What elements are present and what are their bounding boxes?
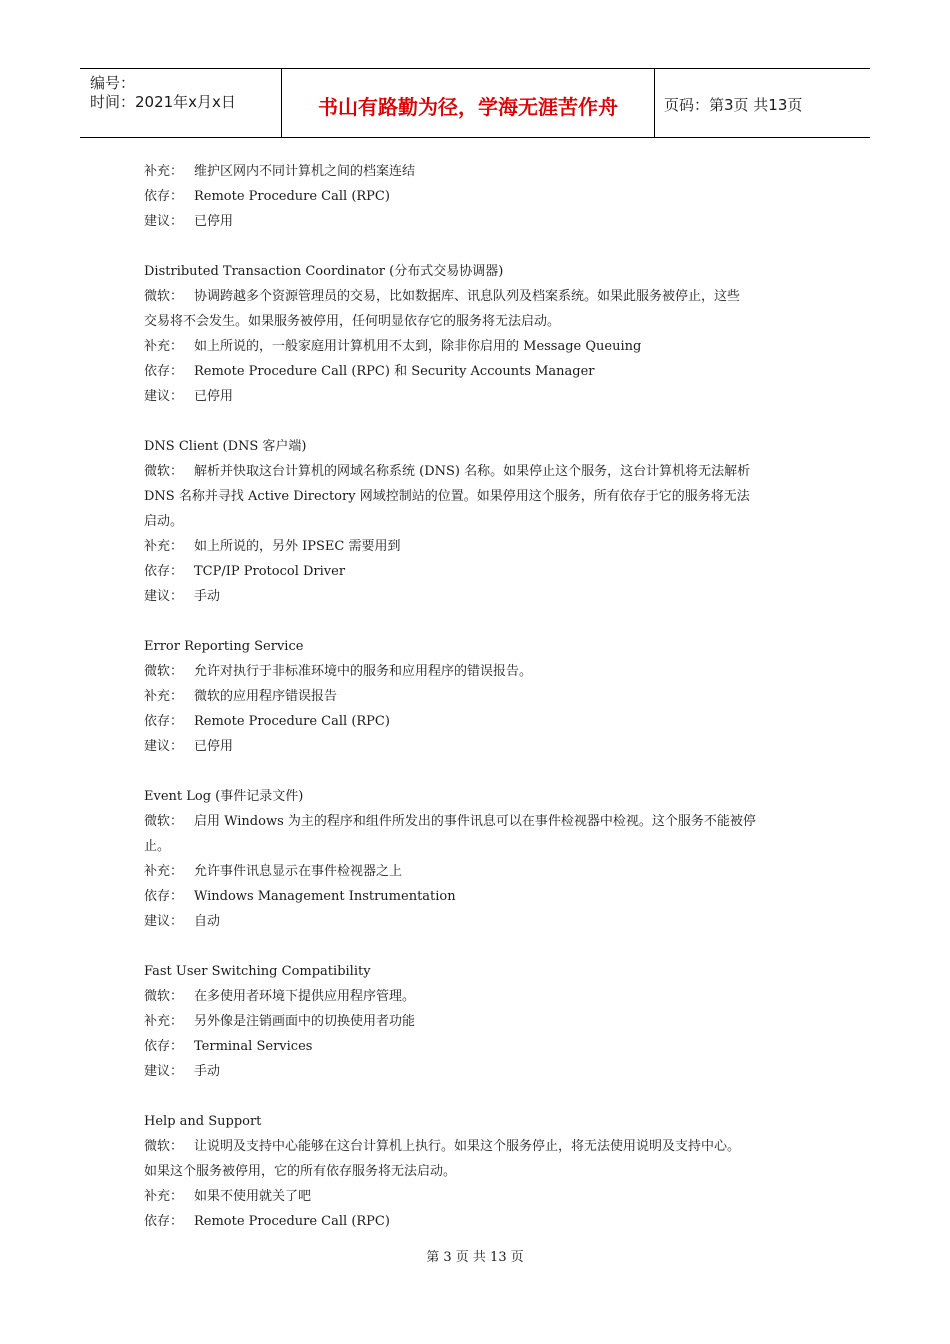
service-field <box>144 809 824 834</box>
field-label: 微软： <box>144 664 184 679</box>
service-entry <box>144 434 824 609</box>
field-text: 微软的应用程序错误报告 <box>194 689 338 704</box>
field-text: Windows Management Instrumentation <box>194 889 456 904</box>
field-text: 解析并快取这台计算机的网域名称系统 (DNS) 名称。如果停止这个服务，这台计算机将无法解析 <box>194 464 751 479</box>
field-text: 如上所说的，一般家庭用计算机用不太到，除非你启用的 Message Queuing <box>194 339 642 354</box>
field-text: Terminal Services <box>194 1039 313 1054</box>
field-text-continued: 交易将不会发生。如果服务被停用，任何明显依存它的服务将无法启动。 <box>144 314 561 329</box>
field-label: 建议： <box>144 1064 184 1079</box>
field-text-continued: 止。 <box>144 839 171 854</box>
field-text: 在多使用者环境下提供应用程序管理。 <box>194 989 416 1004</box>
header-page-cell <box>654 69 870 137</box>
service-field <box>144 709 824 734</box>
field-text: 维护区网内不同计算机之间的档案连结 <box>194 164 416 179</box>
field-text: 自动 <box>194 914 221 929</box>
service-entry <box>144 259 824 409</box>
field-label: 依存： <box>144 889 184 904</box>
field-text: TCP/IP Protocol Driver <box>194 564 346 579</box>
field-text: Remote Procedure Call (RPC) <box>194 189 390 204</box>
service-field <box>144 734 824 759</box>
field-text: Remote Procedure Call (RPC) 和 Security Accounts Manager <box>194 364 595 379</box>
service-field <box>144 209 824 234</box>
field-label: 微软： <box>144 464 184 479</box>
field-label: 建议： <box>144 914 184 929</box>
field-label: 补充： <box>144 539 184 554</box>
entry-spacer <box>144 234 824 259</box>
service-entry <box>144 634 824 759</box>
service-title: Error Reporting Service <box>144 639 304 654</box>
field-text: 已停用 <box>194 214 234 229</box>
service-field <box>144 359 824 384</box>
entry-spacer <box>144 1084 824 1109</box>
field-text: 允许事件讯息显示在事件检视器之上 <box>194 864 403 879</box>
service-field <box>144 1184 824 1209</box>
field-label: 依存： <box>144 364 184 379</box>
entry-spacer <box>144 759 824 784</box>
field-label: 补充： <box>144 1189 184 1204</box>
service-title: Distributed Transaction Coordinator (分布式交易协调器) <box>144 264 504 279</box>
service-field <box>144 284 824 309</box>
header-motto: 书山有路勤为径，学海无涯苦作舟 <box>318 95 618 119</box>
document-number-label: 编号： <box>90 74 136 92</box>
service-field <box>144 1009 824 1034</box>
service-title: DNS Client (DNS 客户端) <box>144 439 307 454</box>
field-label: 补充： <box>144 864 184 879</box>
service-entry <box>144 159 824 234</box>
service-title: Fast User Switching Compatibility <box>144 964 371 979</box>
field-label: 补充： <box>144 689 184 704</box>
field-label: 依存： <box>144 1214 184 1229</box>
document-date: 时间：2021年x月x日 <box>90 93 236 111</box>
service-field <box>144 1034 824 1059</box>
field-text: 另外像是注销画面中的切换使用者功能 <box>194 1014 416 1029</box>
field-label: 建议： <box>144 214 184 229</box>
field-text-continued: 启动。 <box>144 514 184 529</box>
service-field <box>144 534 824 559</box>
service-field <box>144 1134 824 1159</box>
field-label: 建议： <box>144 589 184 604</box>
service-field <box>144 1209 824 1234</box>
entry-spacer <box>144 409 824 434</box>
field-text-continued: DNS 名称并寻找 Active Directory 网域控制站的位置。如果停用这个服务，所有依存于它的服务将无法 <box>144 489 750 504</box>
service-field <box>144 334 824 359</box>
field-label: 补充： <box>144 339 184 354</box>
field-text-continued: 如果这个服务被停用，它的所有依存服务将无法启动。 <box>144 1164 457 1179</box>
header-meta <box>80 69 281 137</box>
field-text: 启用 Windows 为主的程序和组件所发出的事件讯息可以在事件检视器中检视。这个服务不能被停 <box>194 814 756 829</box>
field-label: 依存： <box>144 189 184 204</box>
field-text: 允许对执行于非标准环境中的服务和应用程序的错误报告。 <box>194 664 533 679</box>
service-field <box>144 659 824 684</box>
field-label: 依存： <box>144 714 184 729</box>
field-text: 手动 <box>194 1064 221 1079</box>
field-text: 让说明及支持中心能够在这台计算机上执行。如果这个服务停止，将无法使用说明及支持中心。 <box>194 1139 741 1154</box>
field-text: 手动 <box>194 589 221 604</box>
field-text: 如上所说的，另外 IPSEC 需要用到 <box>194 539 401 554</box>
service-field <box>144 884 824 909</box>
header-motto-cell <box>281 69 655 137</box>
field-text: 协调跨越多个资源管理员的交易，比如数据库、讯息队列及档案系统。如果此服务被停止，这些 <box>194 289 741 304</box>
service-title: Event Log (事件记录文件) <box>144 789 304 804</box>
document-body <box>144 159 824 1234</box>
entry-spacer <box>144 609 824 634</box>
service-field <box>144 559 824 584</box>
field-text: Remote Procedure Call (RPC) <box>194 1214 390 1229</box>
field-label: 微软： <box>144 814 184 829</box>
service-entry <box>144 1109 824 1234</box>
field-label: 依存： <box>144 564 184 579</box>
field-text: 如果不使用就关了吧 <box>194 1189 312 1204</box>
field-text: 已停用 <box>194 389 234 404</box>
service-field <box>144 1059 824 1084</box>
service-field <box>144 909 824 934</box>
field-label: 微软： <box>144 1139 184 1154</box>
service-title: Help and Support <box>144 1114 262 1129</box>
service-field <box>144 184 824 209</box>
field-label: 微软： <box>144 989 184 1004</box>
field-label: 依存： <box>144 1039 184 1054</box>
field-label: 建议： <box>144 389 184 404</box>
service-field <box>144 584 824 609</box>
service-field <box>144 384 824 409</box>
page-footer: 第 3 页 共 13 页 <box>426 1250 524 1265</box>
field-label: 补充： <box>144 1014 184 1029</box>
field-label: 微软： <box>144 289 184 304</box>
service-field <box>144 684 824 709</box>
field-label: 建议： <box>144 739 184 754</box>
field-text: Remote Procedure Call (RPC) <box>194 714 390 729</box>
service-field <box>144 459 824 484</box>
header-page-info: 页码：第3页 共13页 <box>664 96 803 114</box>
field-text: 已停用 <box>194 739 234 754</box>
service-field <box>144 859 824 884</box>
service-field <box>144 984 824 1009</box>
entry-spacer <box>144 934 824 959</box>
field-label: 补充： <box>144 164 184 179</box>
service-field <box>144 159 824 184</box>
service-entry <box>144 784 824 934</box>
service-entry <box>144 959 824 1084</box>
page-header <box>80 68 870 138</box>
